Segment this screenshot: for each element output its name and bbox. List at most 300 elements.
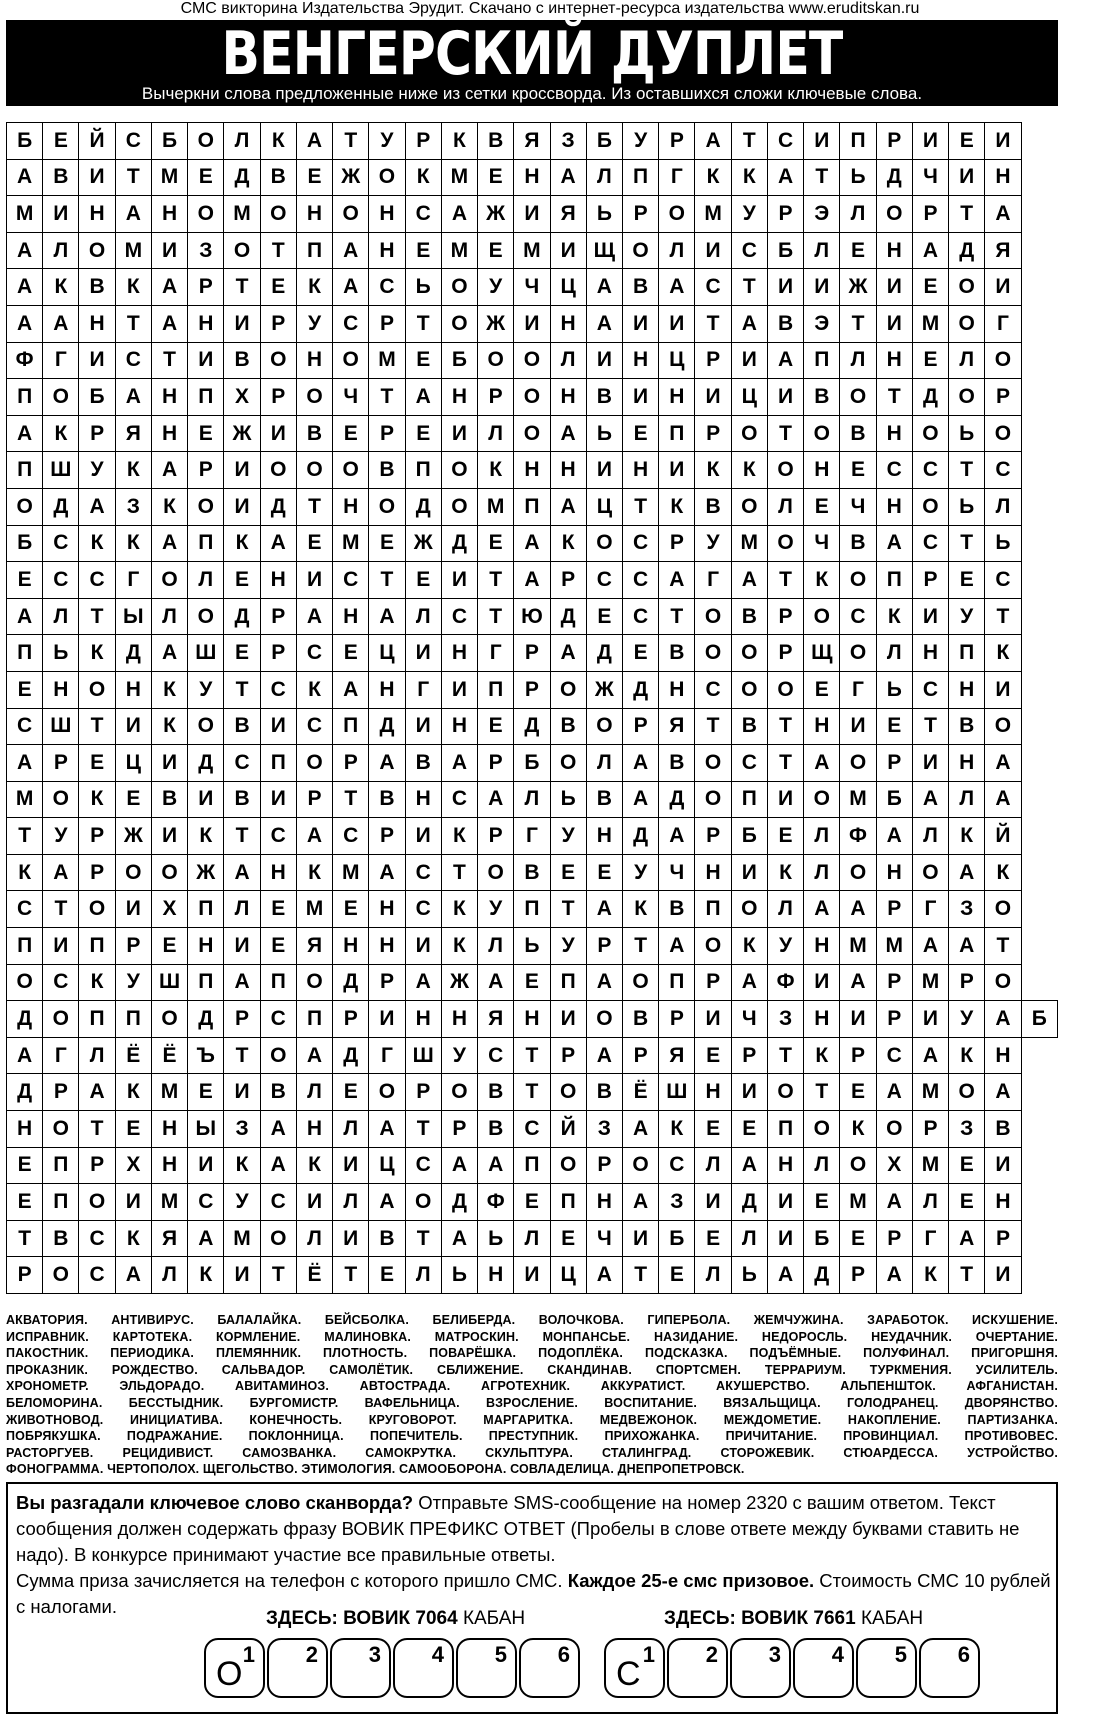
grid-cell[interactable]: А [985,1001,1021,1038]
grid-cell[interactable]: В [586,1074,622,1111]
grid-cell[interactable]: С [79,1257,115,1294]
grid-cell[interactable]: Д [224,159,260,196]
grid-cell[interactable]: Н [695,854,731,891]
grid-cell[interactable]: А [333,671,369,708]
grid-cell[interactable]: В [767,305,803,342]
grid-cell[interactable]: Р [260,598,296,635]
answer-cell[interactable] [604,1638,665,1698]
grid-cell[interactable]: А [79,488,115,525]
grid-cell[interactable]: С [333,562,369,599]
grid-cell[interactable]: Л [224,123,260,160]
grid-cell[interactable]: И [79,342,115,379]
grid-cell[interactable]: И [115,708,151,745]
grid-cell[interactable]: О [985,342,1021,379]
grid-cell[interactable]: Т [514,1074,550,1111]
grid-cell[interactable]: Н [659,671,695,708]
grid-cell[interactable]: Ж [478,196,514,233]
grid-cell[interactable]: М [695,196,731,233]
grid-cell[interactable]: Т [260,232,296,269]
grid-cell[interactable]: С [43,964,79,1001]
grid-cell[interactable]: Р [876,964,912,1001]
grid-cell[interactable]: К [43,269,79,306]
grid-cell[interactable]: Н [514,1001,550,1038]
grid-cell[interactable]: О [441,452,477,489]
grid-cell[interactable]: Е [296,525,332,562]
grid-cell[interactable]: К [115,1074,151,1111]
grid-cell[interactable]: О [912,488,948,525]
grid-cell[interactable]: Т [7,818,43,855]
grid-cell[interactable]: Л [224,891,260,928]
grid-cell[interactable]: Н [514,159,550,196]
grid-cell[interactable]: И [695,1001,731,1038]
grid-cell[interactable]: Р [731,1037,767,1074]
grid-cell[interactable]: О [622,964,658,1001]
grid-cell[interactable]: Т [405,305,441,342]
grid-cell[interactable]: А [151,305,187,342]
grid-cell[interactable]: В [622,269,658,306]
grid-cell[interactable]: О [296,379,332,416]
grid-cell[interactable]: Е [333,1074,369,1111]
grid-cell[interactable]: Л [43,598,79,635]
grid-cell[interactable]: И [79,159,115,196]
grid-cell[interactable]: К [767,854,803,891]
grid-cell[interactable]: Д [804,1257,840,1294]
grid-cell[interactable]: Н [260,562,296,599]
grid-cell[interactable]: Ш [43,708,79,745]
grid-cell[interactable]: З [949,891,985,928]
grid-cell[interactable]: У [550,818,586,855]
grid-cell[interactable]: П [840,123,876,160]
grid-cell[interactable]: Б [514,745,550,782]
grid-cell[interactable]: О [514,379,550,416]
grid-cell[interactable]: П [876,562,912,599]
grid-cell[interactable]: Е [804,671,840,708]
grid-cell[interactable]: Л [912,818,948,855]
grid-cell[interactable]: К [43,415,79,452]
grid-cell[interactable]: Т [622,488,658,525]
grid-cell[interactable]: В [514,854,550,891]
grid-cell[interactable]: Н [296,196,332,233]
grid-cell[interactable]: И [514,305,550,342]
grid-cell[interactable]: И [224,1074,260,1111]
grid-cell[interactable]: Е [405,342,441,379]
grid-cell[interactable]: Р [333,745,369,782]
grid-cell[interactable]: У [622,854,658,891]
grid-cell[interactable]: Р [985,379,1021,416]
grid-cell[interactable]: Р [79,1147,115,1184]
grid-cell[interactable]: С [731,745,767,782]
grid-cell[interactable]: А [478,964,514,1001]
grid-cell[interactable]: С [260,818,296,855]
grid-cell[interactable]: В [840,525,876,562]
grid-cell[interactable]: Ц [369,1147,405,1184]
grid-cell[interactable]: Е [659,1257,695,1294]
grid-cell[interactable]: И [188,342,224,379]
answer-cell[interactable] [204,1638,265,1698]
grid-cell[interactable]: К [840,1111,876,1148]
grid-cell[interactable]: О [912,415,948,452]
grid-cell[interactable]: Т [731,269,767,306]
grid-cell[interactable]: Р [767,635,803,672]
grid-cell[interactable]: О [514,342,550,379]
grid-cell[interactable]: Н [550,452,586,489]
grid-cell[interactable]: Р [622,1037,658,1074]
grid-cell[interactable]: К [115,1220,151,1257]
grid-cell[interactable]: А [115,379,151,416]
grid-cell[interactable]: М [7,781,43,818]
grid-cell[interactable]: Ч [912,159,948,196]
grid-cell[interactable]: С [912,671,948,708]
grid-cell[interactable]: О [804,781,840,818]
grid-cell[interactable]: В [840,415,876,452]
grid-cell[interactable]: М [840,1184,876,1221]
grid-cell[interactable]: О [804,1111,840,1148]
grid-cell[interactable]: М [224,196,260,233]
grid-cell[interactable]: Ё [296,1257,332,1294]
grid-cell[interactable]: Т [912,708,948,745]
grid-cell[interactable]: Л [840,196,876,233]
grid-cell[interactable]: И [224,1257,260,1294]
grid-cell[interactable]: С [405,196,441,233]
grid-cell[interactable]: Л [586,745,622,782]
grid-cell[interactable]: Н [369,196,405,233]
grid-cell[interactable]: Ш [151,964,187,1001]
grid-cell[interactable]: А [151,635,187,672]
grid-cell[interactable]: Б [151,123,187,160]
grid-cell[interactable]: О [985,415,1021,452]
grid-cell[interactable]: К [550,525,586,562]
grid-cell[interactable]: А [333,269,369,306]
grid-cell[interactable]: О [731,671,767,708]
grid-cell[interactable]: П [405,452,441,489]
grid-cell[interactable]: Е [804,488,840,525]
grid-cell[interactable]: Д [369,708,405,745]
grid-cell[interactable]: Н [151,415,187,452]
grid-cell[interactable]: И [622,1220,658,1257]
grid-cell[interactable]: А [7,232,43,269]
grid-cell[interactable]: К [478,452,514,489]
grid-cell[interactable]: Щ [586,232,622,269]
grid-cell[interactable]: В [695,488,731,525]
grid-cell[interactable]: Н [804,928,840,965]
grid-cell[interactable]: Т [767,745,803,782]
grid-cell[interactable]: А [369,1111,405,1148]
grid-cell[interactable]: Г [514,818,550,855]
grid-cell[interactable]: Е [840,232,876,269]
grid-cell[interactable]: Н [369,232,405,269]
grid-cell[interactable]: И [622,379,658,416]
grid-cell[interactable]: О [659,196,695,233]
grid-cell[interactable]: Ж [405,525,441,562]
grid-cell[interactable]: С [876,1037,912,1074]
grid-cell[interactable]: И [767,1220,803,1257]
grid-cell[interactable]: И [912,123,948,160]
grid-cell[interactable]: С [586,562,622,599]
grid-cell[interactable]: И [767,379,803,416]
grid-cell[interactable]: Е [949,1184,985,1221]
grid-cell[interactable]: Л [804,1147,840,1184]
grid-cell[interactable]: О [731,635,767,672]
grid-cell[interactable]: Л [949,781,985,818]
grid-cell[interactable]: Г [695,562,731,599]
grid-cell[interactable]: С [260,1184,296,1221]
grid-cell[interactable]: Ж [224,415,260,452]
grid-cell[interactable]: Е [478,525,514,562]
grid-cell[interactable]: И [695,379,731,416]
grid-cell[interactable]: С [840,598,876,635]
grid-cell[interactable]: Е [622,635,658,672]
grid-cell[interactable]: С [405,1147,441,1184]
grid-cell[interactable]: И [949,159,985,196]
grid-cell[interactable]: А [260,1111,296,1148]
grid-cell[interactable]: Т [79,708,115,745]
grid-cell[interactable]: Ч [586,1220,622,1257]
grid-cell[interactable]: З [550,123,586,160]
grid-cell[interactable]: Д [441,1184,477,1221]
grid-cell[interactable]: Б [1021,1001,1057,1038]
grid-cell[interactable]: У [188,671,224,708]
grid-cell[interactable]: Н [333,488,369,525]
grid-cell[interactable]: Н [514,452,550,489]
grid-cell[interactable]: Н [804,1001,840,1038]
grid-cell[interactable]: П [478,671,514,708]
grid-cell[interactable]: Д [622,818,658,855]
grid-cell[interactable]: О [550,1074,586,1111]
grid-cell[interactable]: О [586,1001,622,1038]
grid-cell[interactable]: О [695,781,731,818]
grid-cell[interactable]: Н [333,598,369,635]
grid-cell[interactable]: Л [586,159,622,196]
grid-cell[interactable]: Т [405,1111,441,1148]
grid-cell[interactable]: О [43,1111,79,1148]
grid-cell[interactable]: Е [260,928,296,965]
grid-cell[interactable]: Т [115,159,151,196]
grid-cell[interactable]: П [804,342,840,379]
grid-cell[interactable]: Т [804,159,840,196]
grid-cell[interactable]: Ь [840,159,876,196]
grid-cell[interactable]: С [333,305,369,342]
grid-cell[interactable]: Р [79,854,115,891]
grid-cell[interactable]: В [478,123,514,160]
grid-cell[interactable]: Ж [188,854,224,891]
grid-cell[interactable]: И [260,708,296,745]
grid-cell[interactable]: Р [876,1220,912,1257]
grid-cell[interactable]: О [441,1074,477,1111]
grid-cell[interactable]: И [151,232,187,269]
grid-cell[interactable]: Е [622,415,658,452]
grid-cell[interactable]: П [514,488,550,525]
grid-cell[interactable]: О [188,196,224,233]
grid-cell[interactable]: Е [296,159,332,196]
grid-cell[interactable]: Е [224,562,260,599]
grid-cell[interactable]: Р [260,305,296,342]
grid-cell[interactable]: А [731,1147,767,1184]
grid-cell[interactable]: И [876,305,912,342]
grid-cell[interactable]: И [804,269,840,306]
grid-cell[interactable]: П [115,1001,151,1038]
grid-cell[interactable]: Л [804,854,840,891]
grid-cell[interactable]: Р [985,1220,1021,1257]
grid-cell[interactable]: Р [840,1257,876,1294]
grid-cell[interactable]: Т [224,671,260,708]
grid-cell[interactable]: Т [659,598,695,635]
grid-cell[interactable]: Н [188,928,224,965]
grid-cell[interactable]: У [949,598,985,635]
grid-cell[interactable]: Л [188,562,224,599]
grid-cell[interactable]: И [912,598,948,635]
grid-cell[interactable]: У [622,123,658,160]
grid-cell[interactable]: Т [514,1037,550,1074]
grid-cell[interactable]: Ц [550,269,586,306]
grid-cell[interactable]: О [405,1184,441,1221]
grid-cell[interactable]: О [151,854,187,891]
grid-cell[interactable]: К [79,635,115,672]
grid-cell[interactable]: Р [369,305,405,342]
grid-cell[interactable]: И [695,1184,731,1221]
grid-cell[interactable]: М [296,891,332,928]
grid-cell[interactable]: Д [405,488,441,525]
grid-cell[interactable]: М [876,928,912,965]
grid-cell[interactable]: Х [876,1147,912,1184]
grid-cell[interactable]: К [296,269,332,306]
grid-cell[interactable]: Е [767,818,803,855]
grid-cell[interactable]: О [188,123,224,160]
grid-cell[interactable]: Т [79,1111,115,1148]
grid-cell[interactable]: Ц [586,488,622,525]
grid-cell[interactable]: А [659,269,695,306]
grid-cell[interactable]: С [296,635,332,672]
grid-cell[interactable]: О [43,1257,79,1294]
grid-cell[interactable]: И [260,781,296,818]
grid-cell[interactable]: С [912,452,948,489]
grid-cell[interactable]: Н [949,745,985,782]
grid-cell[interactable]: Г [405,671,441,708]
grid-cell[interactable]: Л [478,415,514,452]
grid-cell[interactable]: И [586,342,622,379]
grid-cell[interactable]: Ч [333,379,369,416]
grid-cell[interactable]: Т [43,891,79,928]
grid-cell[interactable]: О [985,964,1021,1001]
grid-cell[interactable]: Ь [478,1220,514,1257]
grid-cell[interactable]: И [224,488,260,525]
grid-cell[interactable]: А [876,1074,912,1111]
grid-cell[interactable]: С [441,781,477,818]
grid-cell[interactable]: М [333,854,369,891]
grid-cell[interactable]: П [188,379,224,416]
grid-cell[interactable]: И [622,305,658,342]
grid-cell[interactable]: Н [985,1184,1021,1221]
grid-cell[interactable]: О [478,854,514,891]
grid-cell[interactable]: Р [43,1074,79,1111]
grid-cell[interactable]: Р [876,1001,912,1038]
grid-cell[interactable]: О [441,305,477,342]
grid-cell[interactable]: Т [949,452,985,489]
grid-cell[interactable]: К [441,928,477,965]
grid-cell[interactable]: А [478,781,514,818]
grid-cell[interactable]: У [550,928,586,965]
grid-cell[interactable]: А [550,159,586,196]
grid-cell[interactable]: К [188,818,224,855]
grid-cell[interactable]: О [731,488,767,525]
grid-cell[interactable]: Е [333,635,369,672]
grid-cell[interactable]: Л [949,342,985,379]
grid-cell[interactable]: У [115,964,151,1001]
grid-cell[interactable]: О [876,1111,912,1148]
grid-cell[interactable]: Э [804,305,840,342]
grid-cell[interactable]: Н [804,708,840,745]
grid-cell[interactable]: О [840,562,876,599]
grid-cell[interactable]: Ц [369,635,405,672]
grid-cell[interactable]: Л [514,1220,550,1257]
grid-cell[interactable]: М [840,928,876,965]
grid-cell[interactable]: О [7,964,43,1001]
grid-cell[interactable]: Г [985,305,1021,342]
grid-cell[interactable]: У [441,1037,477,1074]
grid-cell[interactable]: С [985,562,1021,599]
grid-cell[interactable]: Д [333,964,369,1001]
grid-cell[interactable]: Н [478,1257,514,1294]
grid-cell[interactable]: С [7,708,43,745]
grid-cell[interactable]: В [43,159,79,196]
grid-cell[interactable]: С [695,671,731,708]
grid-cell[interactable]: О [840,635,876,672]
grid-cell[interactable]: Е [405,232,441,269]
grid-cell[interactable]: Р [550,562,586,599]
grid-cell[interactable]: Е [224,635,260,672]
grid-cell[interactable]: Ш [405,1037,441,1074]
grid-cell[interactable]: Т [151,342,187,379]
grid-cell[interactable]: Д [115,635,151,672]
grid-cell[interactable]: В [369,1220,405,1257]
grid-cell[interactable]: А [949,854,985,891]
grid-cell[interactable]: Л [151,1257,187,1294]
grid-cell[interactable]: И [405,818,441,855]
grid-cell[interactable]: Р [695,964,731,1001]
grid-cell[interactable]: Л [43,232,79,269]
grid-cell[interactable]: А [659,562,695,599]
grid-cell[interactable]: Н [550,305,586,342]
grid-cell[interactable]: Р [695,342,731,379]
grid-cell[interactable]: О [840,1147,876,1184]
grid-cell[interactable]: С [405,854,441,891]
grid-cell[interactable]: Р [622,708,658,745]
grid-cell[interactable]: О [695,635,731,672]
grid-cell[interactable]: Э [804,196,840,233]
grid-cell[interactable]: О [79,1184,115,1221]
grid-cell[interactable]: Е [695,1037,731,1074]
grid-cell[interactable]: Е [405,415,441,452]
grid-cell[interactable]: О [115,854,151,891]
grid-cell[interactable]: О [767,525,803,562]
grid-cell[interactable]: К [115,452,151,489]
grid-cell[interactable]: Е [731,1111,767,1148]
grid-cell[interactable]: Ш [659,1074,695,1111]
grid-cell[interactable]: А [151,269,187,306]
grid-cell[interactable]: А [985,1074,1021,1111]
grid-cell[interactable]: А [876,1257,912,1294]
grid-cell[interactable]: И [224,928,260,965]
grid-cell[interactable]: П [7,635,43,672]
answer-cell[interactable] [330,1638,391,1698]
grid-cell[interactable]: Е [949,562,985,599]
grid-cell[interactable]: Н [79,305,115,342]
grid-cell[interactable]: О [695,745,731,782]
grid-cell[interactable]: О [369,1074,405,1111]
grid-cell[interactable]: К [695,159,731,196]
grid-cell[interactable]: Е [405,562,441,599]
grid-cell[interactable]: В [550,708,586,745]
grid-cell[interactable]: А [767,342,803,379]
